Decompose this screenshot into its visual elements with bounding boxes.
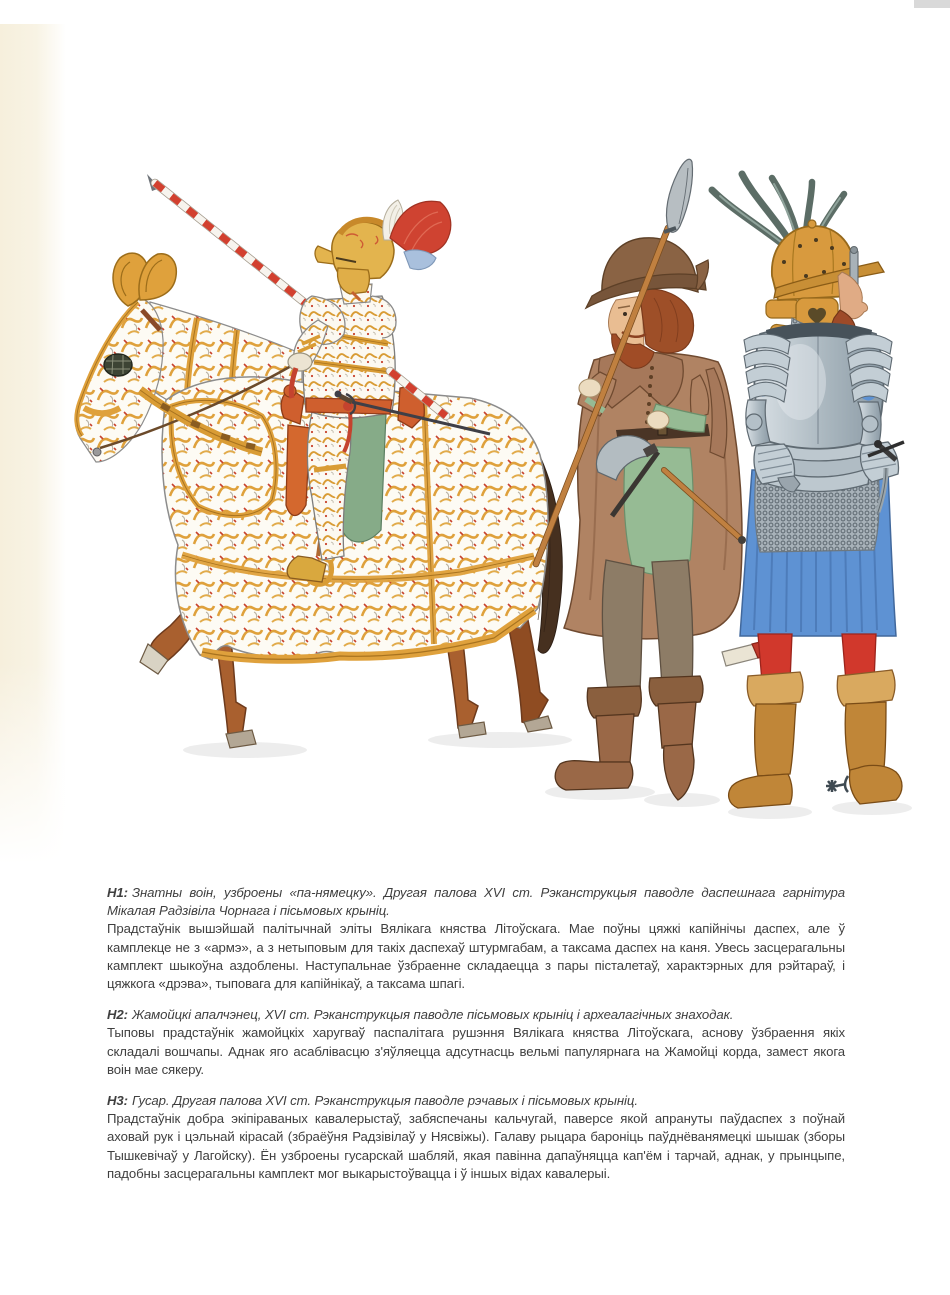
- figure-description: Прадстаўнік вышэйшай палітычнай эліты Вялікага княства Літоўскага. Мае поўны цяжкі капійнічы даспех, але ў камплекце не з «армэ», а з нетыповым для такіх даспехаў штурмгабам, а таксама даспех на каня. Увесь засцерагальны камплект шыкоўна аздоблены. Наступальнае ўзбраенне складаецца з пары пісталетаў, характэрных для рэйтараў, і цяжкога «дрэва», тыповага для капійнікаў, а таксама шпагі.: [107, 921, 845, 992]
- spur: [826, 776, 848, 792]
- caption-section-h2: [107, 1006, 845, 1079]
- figure-title: Знатны воін, узброены «па-нямецку». Другая палова XVI ст. Рэканструкцыя паводле даспешнага гарнітура Мікалая Радзівіла Чорнага і пісьмовых крыніц.: [107, 885, 845, 919]
- militia-trousers: [602, 560, 644, 690]
- militia-hair: [640, 289, 694, 353]
- ground-shadows: [183, 732, 912, 819]
- pistol-holster: [286, 425, 310, 516]
- caption-section-h3: [107, 1092, 845, 1183]
- figure-title: Жамойцкі апалчэнец, XVI ст. Рэканструкцыя паводле пісьмовых крыніц і археалагічных знаходак.: [131, 1007, 734, 1023]
- militia-tunic: [624, 446, 693, 575]
- horse-eye-guard: [104, 354, 132, 376]
- knight-gauntlet: [288, 353, 312, 371]
- militia-boots: [555, 676, 703, 800]
- figure-heading: [107, 884, 845, 920]
- figure-description: Прадстаўнік добра экіпіраваных кавалерыстаў, забяспечаны кальчугай, паверсе якой апрануты паўдаспех з поўнай аховай рук і цэльнай кірасай (збраёўня Радзівілаў у Нясвіжы). Галаву рыцара бароніць паўднёванямецкі шышак (зборы Тышкевічаў у Лагойску). Ён узброены гусарскай шабляй, якая павінна дапаўняцца кап'ём і тарчай, аднак, у прынцыпе, падобны засцерагальны камплект мог выкарыстоўвацца і ў іншых відах кавалерыі.: [107, 1111, 845, 1181]
- figure-label: Н1:: [107, 885, 128, 900]
- lance: [147, 174, 320, 315]
- hussar-shishak-helmet: [772, 220, 884, 340]
- figure-description: Тыповы прадстаўнік жамойцкіх харугваў паспалітага рушэння Вялікага княства Літоўскага, аснову ўзбраення якіх складалі вошчапы. Аднак яго асаблівасцю з'яўляецца адсутнасць вельмі папулярнага на Жамойці корда, замест якога воін мае сякеру.: [107, 1025, 845, 1077]
- caption-section-h1: [107, 884, 845, 993]
- figure-heading: [107, 1006, 845, 1024]
- figure-heading: [107, 1092, 845, 1110]
- militiaman-figure: [536, 159, 746, 800]
- figure-label: Н3:: [107, 1093, 128, 1109]
- militia-right-hand: [579, 379, 601, 397]
- figure-title: Гусар. Другая палова XVI ст. Рэканструкцыя паводле рэчавых і пісьмовых крыніц.: [131, 1093, 638, 1109]
- figure-label: Н2:: [107, 1007, 128, 1023]
- knight-helmet: [315, 220, 394, 300]
- horse-crest: [113, 253, 176, 306]
- plate-captions: [107, 884, 845, 1183]
- militia-left-hand: [647, 411, 669, 429]
- hussar-boots: [729, 670, 902, 808]
